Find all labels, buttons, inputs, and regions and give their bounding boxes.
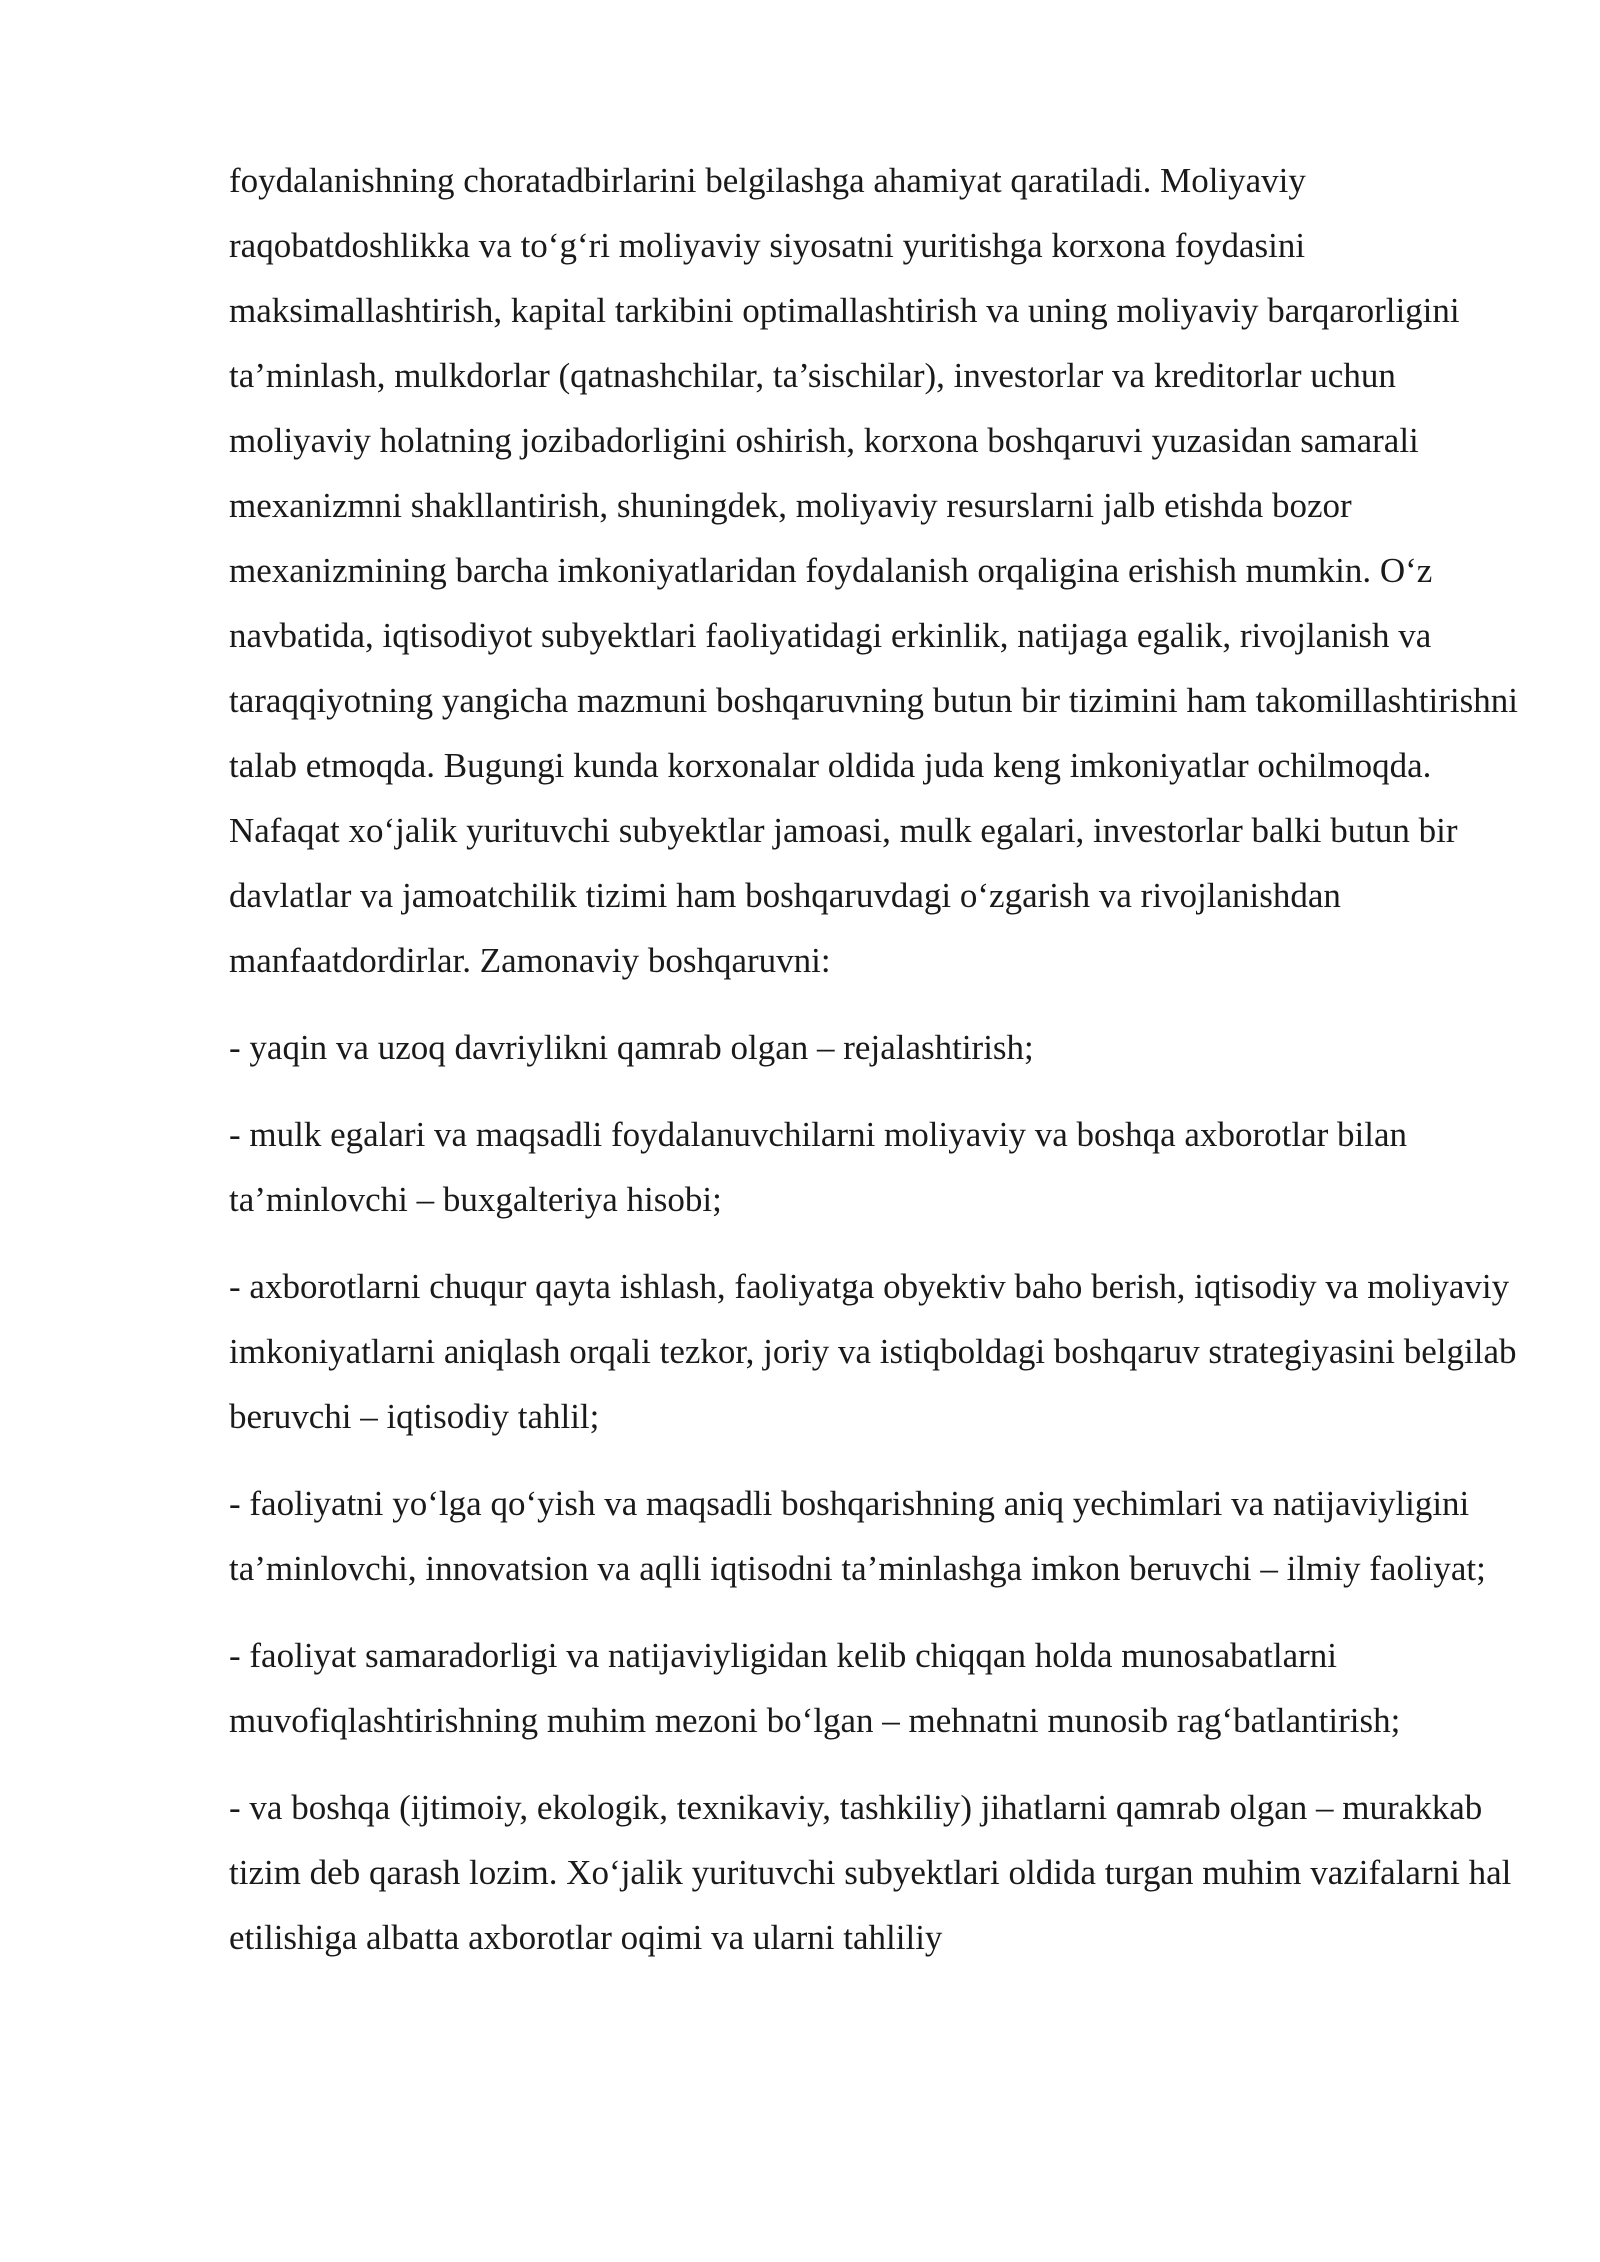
list-item-economic-analysis: - axborotlarni chuqur qayta ishlash, faoliyatga obyektiv baho berish, iqtisodiy va moliyaviy imkoniyatlarni aniqlash orqali tezkor, joriy va istiqboldagi boshqaruv strategiyasini belgilab beruvchi – iqtisodiy tahlil; bbox=[229, 1267, 1517, 1436]
intro-paragraph: foydalanishning choratadbirlarini belgilashga ahamiyat qaratiladi. Moliyaviy raqobatdoshlikka va to‘g‘ri moliyaviy siyosatni yuritishga korxona foydasini maksimallashtirish, kapital tarkibini optimallashtirish va uning moliyaviy barqarorligini ta’minlash, mulkdorlar (qatnashchilar, ta’sischilar), investorlar va kreditorlar uchun moliyaviy holatning jozibadorligini oshirish, korxona boshqaruvi yuzasidan samarali mexanizmni shakllantirish, shuningdek, moliyaviy resurslarni jalb etishda bozor mexanizmining barcha imkoniyatlaridan foydalanish orqaligina erishish mumkin. O‘z navbatida, iqtisodiyot subyektlari faoliyatidagi erkinlik, natijaga egalik, rivojlanish va taraqqiyotning yangicha mazmuni boshqaruvning butun bir tizimini ham takomillashtirishni talab etmoqda. Bugungi kunda korxonalar oldida juda keng imkoniyatlar ochilmoqda. Nafaqat xo‘jalik yurituvchi subyektlar jamoasi, mulk egalari, investorlar balki butun bir davlatlar va jamoatchilik tizimi ham boshqaruvdagi o‘zgarish va rivojlanishdan manfaatdordirlar. Zamonaviy boshqaruvni: bbox=[229, 161, 1518, 980]
list-item-planning: - yaqin va uzoq davriylikni qamrab olgan – rejalashtirish; bbox=[229, 1028, 1034, 1067]
list-item-labor-incentives: - faoliyat samaradorligi va natijaviyligidan kelib chiqqan holda munosabatlarni muvofiqlashtirishning muhim mezoni bo‘lgan – mehnatni munosib rag‘batlantirish; bbox=[229, 1636, 1401, 1740]
list-item-accounting: - mulk egalari va maqsadli foydalanuvchilarni moliyaviy va boshqa axborotlar bilan ta’minlovchi – buxgalteriya hisobi; bbox=[229, 1115, 1407, 1219]
list-item-complex-system: - va boshqa (ijtimoiy, ekologik, texnikaviy, tashkiliy) jihatlarni qamrab olgan – murakkab tizim deb qarash lozim. Xo‘jalik yurituvchi subyektlari oldida turgan muhim vazifalarni hal etilishiga albatta axborotlar oqimi va ularni tahliliy bbox=[229, 1788, 1512, 1957]
list-item-scientific-activity: - faoliyatni yo‘lga qo‘yish va maqsadli boshqarishning aniq yechimlari va natijaviyligini ta’minlovchi, innovatsion va aqlli iqtisodni ta’minlashga imkon beruvchi – ilmiy faoliyat; bbox=[229, 1484, 1486, 1588]
document-body bbox=[229, 148, 1519, 1970]
